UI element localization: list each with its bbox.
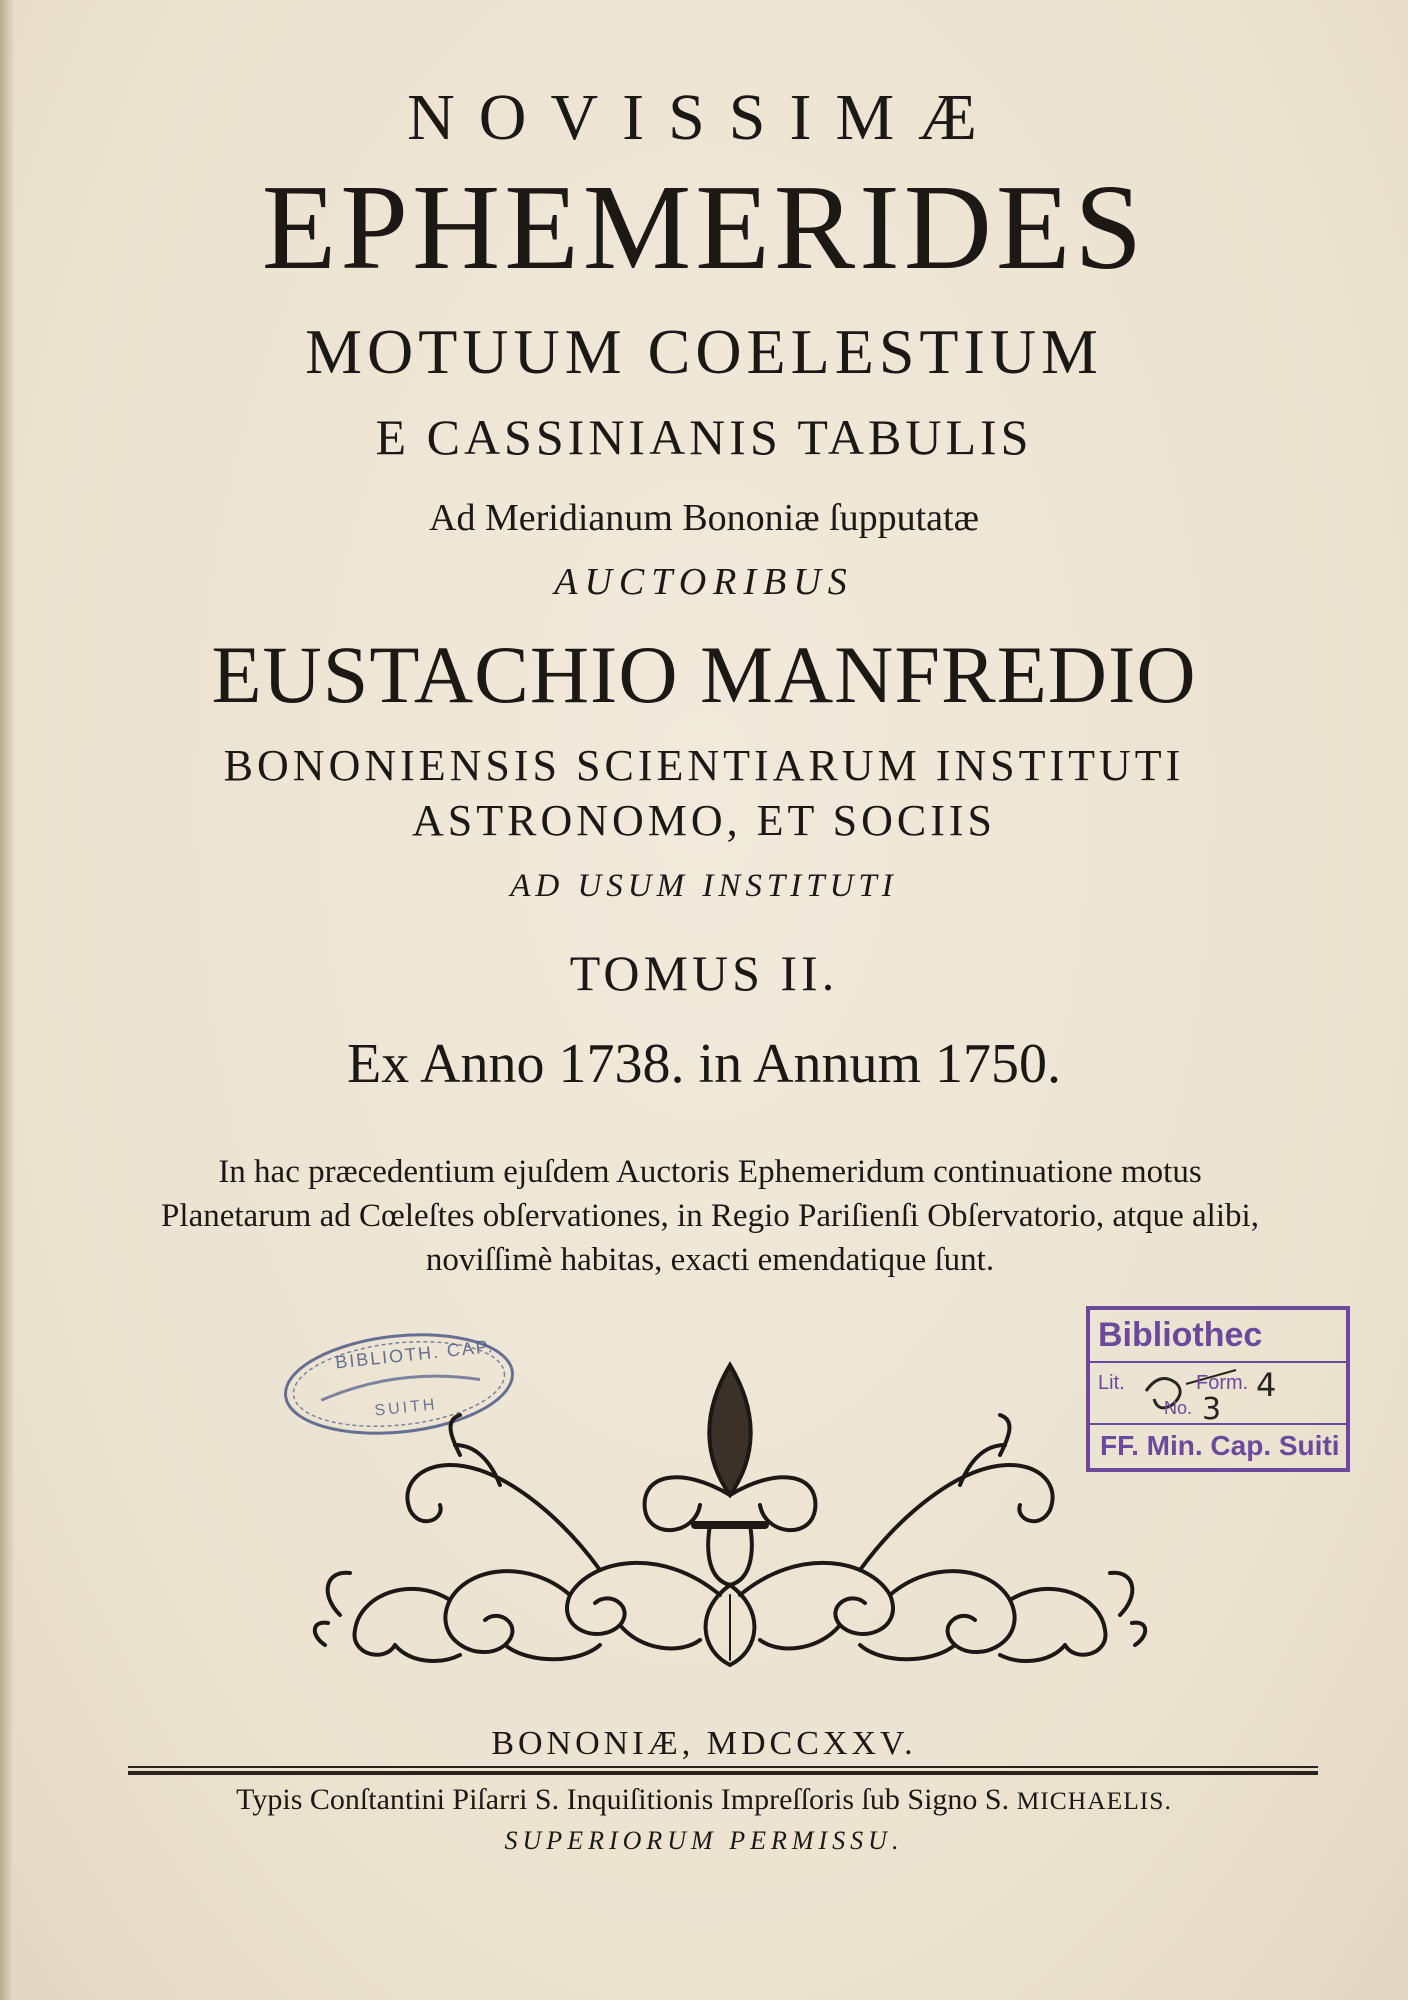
permission-line: SUPERIORUM PERMISSU. — [504, 1826, 904, 1855]
printer-text: Typis Conſtantini Piſarri S. Inquiſitionis Impreſſoris ſub Signo S. — [236, 1783, 1010, 1816]
description-paragraph: In hac præcedentium ejuſdem Auctoris Ephemeridum continuatione motus Planetarum ad Cœleſtes obſervationes, in Regio Pariſienſi Obſervatorio, atque alibi, noviſſimè habitas, exacti emendatique ſunt. — [161, 1154, 1259, 1278]
usage-line: AD USUM INSTITUTI — [510, 868, 898, 904]
title-line-motuum: MOTUUM COELESTIUM — [305, 316, 1103, 387]
rect-stamp-form: Form. — [1196, 1372, 1249, 1394]
author-name: EUSTACHIO MANFREDIO — [211, 629, 1197, 720]
affiliation-line-2: ASTRONOMO, ET SOCIIS — [411, 796, 997, 845]
title-line-novissimae: NOVISSIMÆ — [407, 81, 1001, 154]
imprint-rule-thin — [128, 1766, 1318, 1768]
title-line-cassinianis: E CASSINIANIS TABULIS — [375, 409, 1033, 465]
oval-stamp-top-text: BIBLIOTH. CAP. — [334, 1335, 496, 1373]
rect-stamp-lit: Lit. — [1098, 1372, 1125, 1394]
rect-stamp-no: No. — [1164, 1398, 1193, 1418]
rect-stamp-footer: FF. Min. Cap. Suiti — [1100, 1430, 1340, 1461]
title-line-meridianum: Ad Meridianum Bononiæ ſupputatæ — [429, 497, 979, 539]
affiliation-line-1: BONONIENSIS SCIENTIARUM INSTITUTI — [223, 741, 1185, 790]
auctoribus-label: AUCTORIBUS — [554, 561, 854, 603]
rect-stamp-form-number: 4 — [1256, 1366, 1277, 1404]
fleur-de-lis-ornament — [300, 1345, 1160, 1675]
printer-sign: MICHAELIS. — [1016, 1786, 1172, 1815]
imprint-rule-thick — [128, 1771, 1318, 1775]
years-line: Ex Anno 1738. in Annum 1750. — [346, 1033, 1062, 1095]
rect-stamp-no-number: 3 — [1202, 1392, 1222, 1427]
title-line-ephemerides: EPHEMERIDES — [261, 160, 1147, 295]
printer-line — [0, 1783, 1408, 1817]
volume-label: TOMUS II. — [569, 945, 839, 1001]
imprint-line: BONONIÆ, MDCCXXV. — [491, 1725, 917, 1762]
oval-stamp-bottom-text: SUITH — [373, 1396, 439, 1420]
rect-stamp-heading: Bibliothec — [1098, 1316, 1263, 1354]
